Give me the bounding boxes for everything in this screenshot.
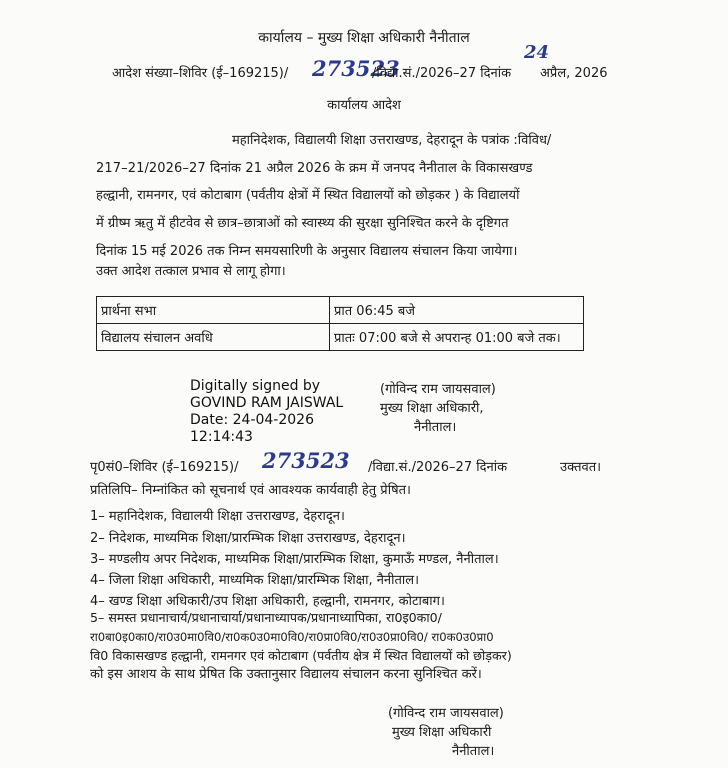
copy-item-6-line-1: 5– समस्त प्रधानाचार्य/प्रधानाचार्या/प्रधानाध्यापक/प्रधानाध्यापिका, रा0इ0का0/: [90, 610, 442, 625]
schedule-value-assembly: प्रात 06:45 बजे: [330, 297, 584, 324]
digital-signature-line-3: Date: 24-04-2026: [190, 412, 314, 428]
signatory-bottom-place: नैनीताल।: [452, 744, 495, 759]
body-line-1: महानिदेशक, विद्यालयी शिक्षा उत्तराखण्ड, देहरादून के पत्रांक :विविध/: [232, 133, 552, 148]
schedule-label-assembly: प्रार्थना सभा: [97, 297, 330, 324]
copy-item-5: 4– खण्ड शिक्षा अधिकारी/उप शिक्षा अधिकारी, हल्द्वानी, रामनगर, कोटाबाग।: [90, 594, 445, 609]
digital-signature-line-1: Digitally signed by: [190, 378, 321, 394]
copy-ref-prefix: पृ0सं0–शिविर (ई–169215)/: [90, 460, 239, 475]
table-row: [97, 324, 584, 351]
body-line-6: उक्त आदेश तत्काल प्रभाव से लागू होगा।: [96, 264, 286, 279]
signatory-bottom-name: (गोविन्द राम जायसवाल): [388, 706, 504, 721]
copy-item-6-line-2: रा0बा0इ0का0/रा0उ0मा0वि0/रा0क0उ0मा0वि0/रा0प्रा0वि0/रा0उ0प्रा0वि0/ रा0क0उ0प्रा0: [90, 630, 494, 644]
order-date-handwritten: 24: [524, 42, 550, 63]
order-number-handwritten: 273523: [312, 56, 400, 81]
office-heading: कार्यालय – मुख्य शिक्षा अधिकारी नैनीताल: [258, 30, 470, 46]
signatory-bottom-designation: मुख्य शिक्षा अधिकारी: [392, 725, 492, 740]
table-row: [97, 297, 584, 324]
signatory-top-name: (गोविन्द राम जायसवाल): [380, 382, 496, 397]
copy-item-2: 2– निदेशक, माध्यमिक शिक्षा/प्रारम्भिक शिक्षा उत्तराखण्ड, देहरादून।: [90, 531, 406, 546]
order-month-year: अप्रैल, 2026: [540, 66, 608, 81]
copy-intro: प्रतिलिपि– निम्नांकित को सूचनार्थ एवं आवश्यक कार्यवाही हेतु प्रेषित।: [90, 483, 411, 498]
order-prefix: आदेश संख्या–शिविर (ई–169215)/: [112, 66, 289, 81]
digital-signature-line-2: GOVIND RAM JAISWAL: [190, 395, 344, 411]
signatory-bottom: [388, 704, 504, 761]
copy-ref-number-handwritten: 273523: [262, 448, 350, 473]
body-line-4: में ग्रीष्म ऋतु में हीटवेव से छात्र–छात्राओं को स्वास्थ्य की सुरक्षा सुनिश्चित करने के दृष्टिगत: [96, 216, 509, 231]
digital-signature-line-4: 12:14:43: [190, 429, 253, 445]
copy-ref-suffix: /विद्या.सं./2026–27 दिनांक: [368, 460, 508, 475]
copy-item-6-line-3: वि0 विकासखण्ड हल्द्वानी, रामनगर एवं कोटाबाग (पर्वतीय क्षेत्र में स्थित विद्यालयों को छोड़कर): [90, 648, 512, 663]
digital-signature: [190, 378, 343, 446]
copy-item-6-line-4: को इस आशय के साथ प्रेषित कि उक्तानुसार विद्यालय संचालन करना सुनिश्चित करें।: [90, 667, 482, 682]
order-suffix: /विद्या.सं./2026–27 दिनांक: [372, 66, 512, 81]
signatory-top-place: नैनीताल।: [414, 420, 457, 435]
copy-ref-date: उक्तवत।: [560, 460, 602, 475]
copy-item-1: 1– महानिदेशक, विद्यालयी शिक्षा उत्तराखण्ड, देहरादून।: [90, 509, 345, 524]
office-order-title: कार्यालय आदेश: [327, 98, 401, 113]
body-line-2: 217–21/2026–27 दिनांक 21 अप्रैल 2026 के क्रम में जनपद नैनीताल के विकासखण्ड: [96, 161, 533, 176]
signatory-top-designation: मुख्य शिक्षा अधिकारी,: [380, 401, 484, 416]
schedule-label-hours: विद्यालय संचालन अवधि: [97, 324, 330, 351]
body-line-5: दिनांक 15 मई 2026 तक निम्न समयसारिणी के अनुसार विद्यालय संचालन किया जायेगा।: [96, 244, 518, 259]
schedule-value-hours: प्रातः 07:00 बजे से अपरान्ह 01:00 बजे तक।: [330, 324, 584, 351]
signatory-top: [380, 380, 496, 437]
copy-item-4: 4– जिला शिक्षा अधिकारी, माध्यमिक शिक्षा/प्रारम्भिक शिक्षा, नैनीताल।: [90, 573, 420, 588]
copy-item-3: 3– मण्डलीय अपर निदेशक, माध्यमिक शिक्षा/प्रारम्भिक शिक्षा, कुमाऊँ मण्डल, नैनीताल।: [90, 552, 499, 567]
schedule-table: [96, 296, 584, 351]
body-line-3: हल्द्वानी, रामनगर, एवं कोटाबाग (पर्वतीय क्षेत्रों में स्थित विद्यालयों को छोड़कर ) के विद्यालयों: [96, 188, 520, 203]
